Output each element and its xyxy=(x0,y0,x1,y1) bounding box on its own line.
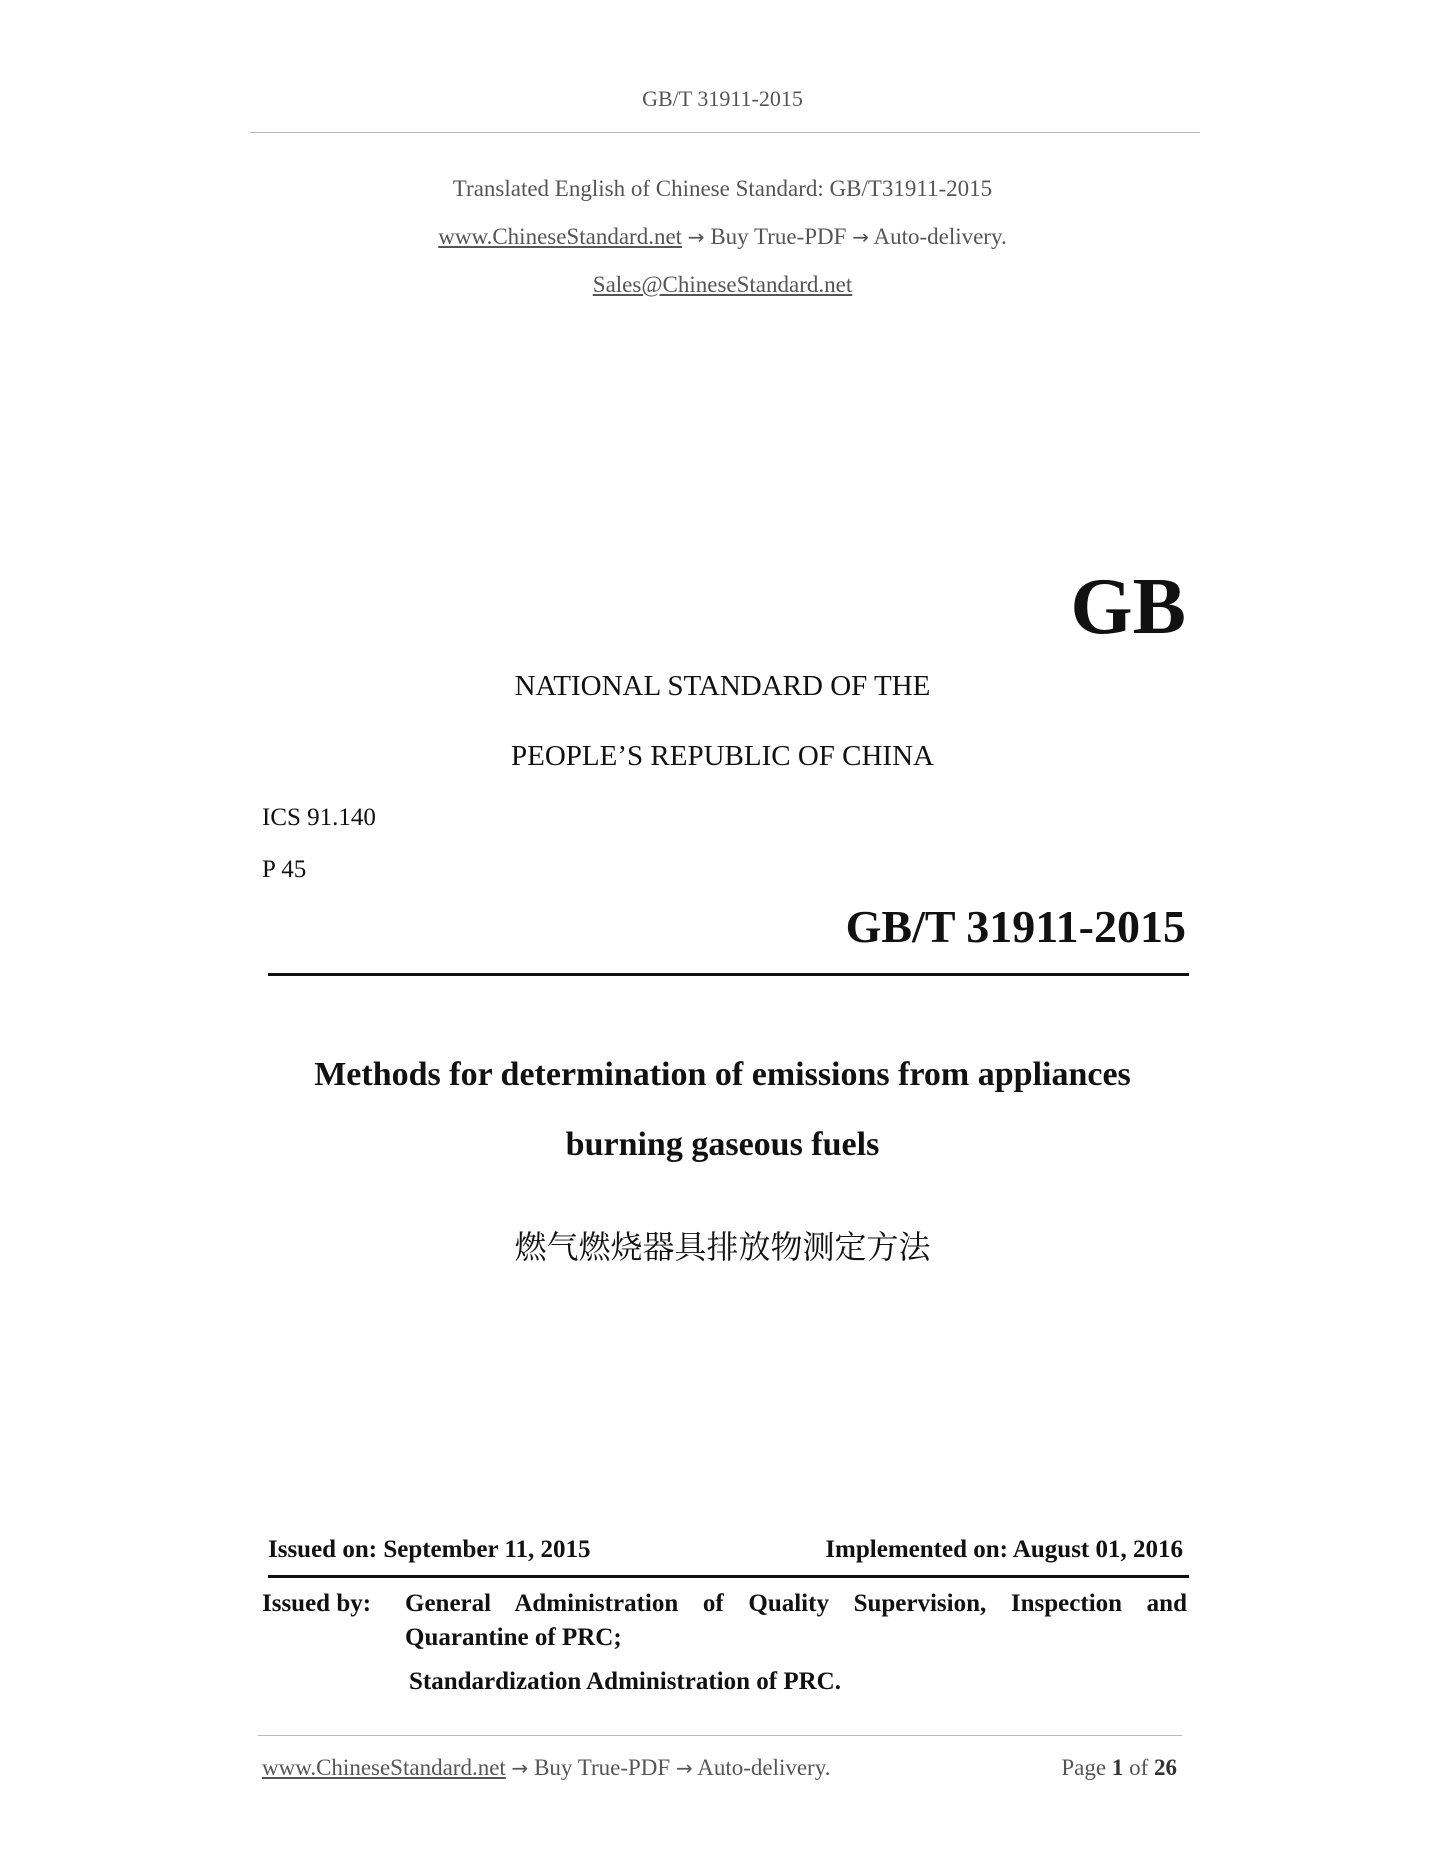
p-code: P 45 xyxy=(262,856,307,883)
footer-delivery-text: Auto-delivery. xyxy=(697,1755,831,1780)
chinese-title: 燃气燃烧器具排放物测定方法 xyxy=(514,1228,931,1266)
sales-email-row xyxy=(0,272,1445,298)
arrow-right-icon: → xyxy=(511,1756,529,1780)
national-standard-line2: PEOPLE’S REPUBLIC OF CHINA xyxy=(511,740,934,772)
arrow-right-icon: → xyxy=(687,225,705,249)
english-title-line2: burning gaseous fuels xyxy=(565,1126,880,1163)
english-title-line1: Methods for determination of emissions from appliances xyxy=(314,1056,1131,1093)
header-standard-id: GB/T 31911-2015 xyxy=(642,86,803,111)
page-indicator xyxy=(1061,1755,1177,1781)
of-label: of xyxy=(1129,1755,1149,1780)
footer-promo xyxy=(262,1755,830,1781)
issued-on-date: Issued on: September 11, 2015 xyxy=(268,1536,591,1563)
issuer-line2: Quarantine of PRC; xyxy=(405,1624,622,1651)
auto-delivery-text: Auto-delivery. xyxy=(873,224,1007,249)
issuer-line3: Standardization Administration of PRC. xyxy=(409,1668,841,1695)
ics-code: ICS 91.140 xyxy=(262,804,376,831)
title-divider xyxy=(268,973,1189,976)
page-label: Page xyxy=(1061,1755,1107,1780)
gb-logo: GB xyxy=(1070,563,1186,651)
arrow-right-icon: → xyxy=(852,225,869,249)
implemented-on-date: Implemented on: August 01, 2016 xyxy=(825,1536,1183,1563)
footer-buy-text: Buy True-PDF xyxy=(534,1755,671,1780)
site-link[interactable]: www.ChineseStandard.net xyxy=(438,224,683,249)
page-total: 26 xyxy=(1154,1755,1177,1780)
footer-site-link[interactable]: www.ChineseStandard.net xyxy=(262,1755,506,1780)
footer-divider xyxy=(258,1735,1182,1736)
issuer-line1: General Administration of Quality Supervision, Inspection and xyxy=(405,1590,1187,1617)
standard-number: GB/T 31911-2015 xyxy=(845,901,1186,952)
promo-line xyxy=(0,224,1445,250)
sales-email-link[interactable]: Sales@ChineseStandard.net xyxy=(592,272,853,297)
header-divider xyxy=(250,132,1200,133)
issued-by-label: Issued by: xyxy=(262,1590,372,1617)
translated-notice: Translated English of Chinese Standard: GB/T31911-2015 xyxy=(452,176,993,201)
arrow-right-icon: → xyxy=(675,1756,693,1780)
page-number: 1 xyxy=(1111,1755,1124,1780)
buy-true-pdf-text: Buy True-PDF xyxy=(710,224,847,249)
issue-divider xyxy=(268,1575,1189,1578)
national-standard-line1: NATIONAL STANDARD OF THE xyxy=(514,670,931,702)
